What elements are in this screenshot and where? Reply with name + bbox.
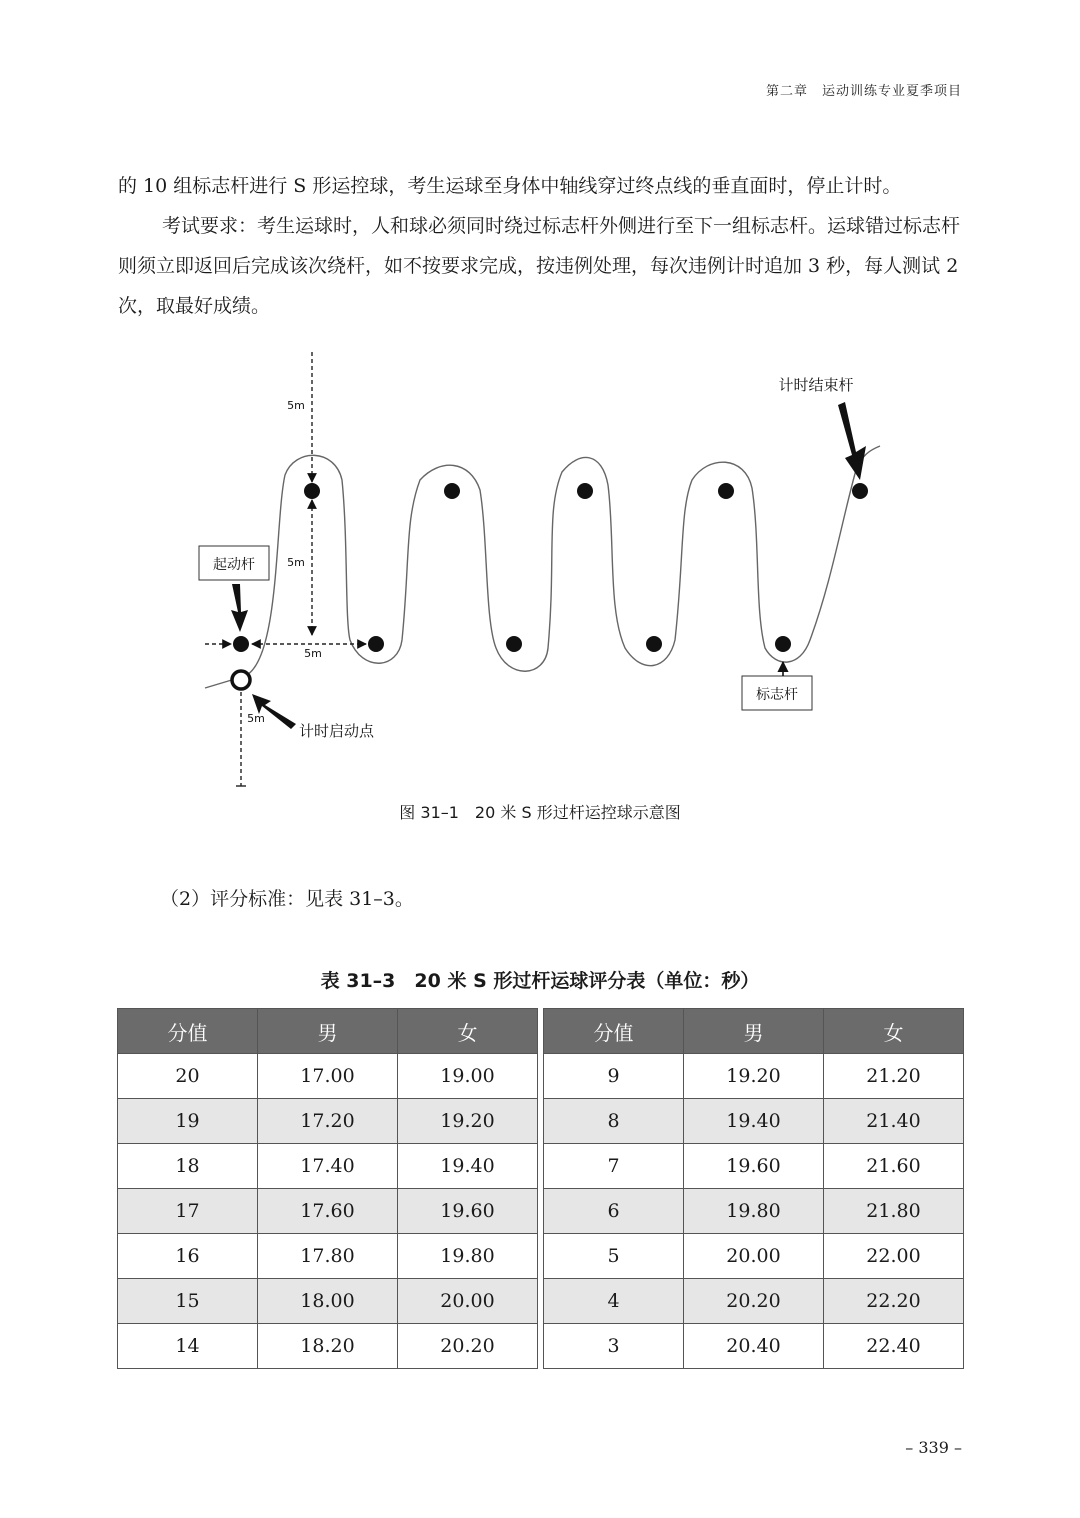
header-male: 男 [684,1009,824,1054]
table-row: 14 18.20 20.20 [118,1324,538,1369]
figure-caption: 图 31–1 20 米 S 形过杆运控球示意图 [399,803,681,822]
body-paragraph-2: 考试要求：考生运球时，人和球必须同时绕过标志杆外侧进行至下一组标志杆。运球错过标志杆则须立即返回后完成该次绕杆，如不按要求完成，按违例处理，每次违例计时追加 3 秒，每人测试 2 次，取最好成绩。 [118,215,961,317]
header-female: 女 [824,1009,964,1054]
end-pole-label: 计时结束杆 [778,376,854,394]
table-row: 19 17.20 19.20 [118,1099,538,1144]
table-row: 7 19.60 21.60 [544,1144,964,1189]
start-pole-pointer-arrow [231,584,248,632]
marker-pole [444,483,460,499]
dim-label-bottom: 5m [247,712,265,725]
table-row: 18 17.40 19.40 [118,1144,538,1189]
header-male: 男 [258,1009,398,1054]
marker-pole [506,636,522,652]
end-pole-pointer-arrow [838,402,866,480]
start-point-label: 计时启动点 [299,722,375,740]
scoring-criteria-text: （2）评分标准：见表 31–3。 [160,888,414,910]
table-row: 17 17.60 19.60 [118,1189,538,1234]
table-row: 20 17.00 19.00 [118,1054,538,1099]
marker-pole-label: 标志杆 [756,687,798,703]
score-table-left [117,1008,538,1369]
marker-pole [646,636,662,652]
score-table-right [543,1008,964,1369]
marker-pole [718,483,734,499]
timing-start-point [232,671,250,689]
table-row: 15 18.00 20.00 [118,1279,538,1324]
header-female: 女 [398,1009,538,1054]
table-row: 9 19.20 21.20 [544,1054,964,1099]
dim-label-vertical: 5m [287,556,305,569]
marker-pole [368,636,384,652]
page-number: – 339 – [905,1438,962,1457]
start-pole-label: 起动杆 [213,557,255,573]
marker-pole [775,636,791,652]
dim-label-horizontal: 5m [304,647,322,660]
marker-pole [304,483,320,499]
header-score: 分值 [544,1009,684,1054]
table-row: 5 20.00 22.00 [544,1234,964,1279]
table-row: 3 20.40 22.40 [544,1324,964,1369]
table-title: 表 31–3 20 米 S 形过杆运球评分表（单位：秒） [320,970,760,992]
running-header: 第二章 运动训练专业夏季项目 [765,84,962,99]
dribble-diagram [0,340,1080,800]
table-row: 8 19.40 21.40 [544,1099,964,1144]
body-paragraph-1: 的 10 组标志杆进行 S 形运控球，考生运球至身体中轴线穿过终点线的垂直面时，停止计时。 [118,175,902,197]
header-score: 分值 [118,1009,258,1054]
marker-pole [233,636,249,652]
table-row: 4 20.20 22.20 [544,1279,964,1324]
marker-pole [577,483,593,499]
table-row: 16 17.80 19.80 [118,1234,538,1279]
marker-pole [852,483,868,499]
table-row: 6 19.80 21.80 [544,1189,964,1234]
dim-label-top: 5m [287,399,305,412]
